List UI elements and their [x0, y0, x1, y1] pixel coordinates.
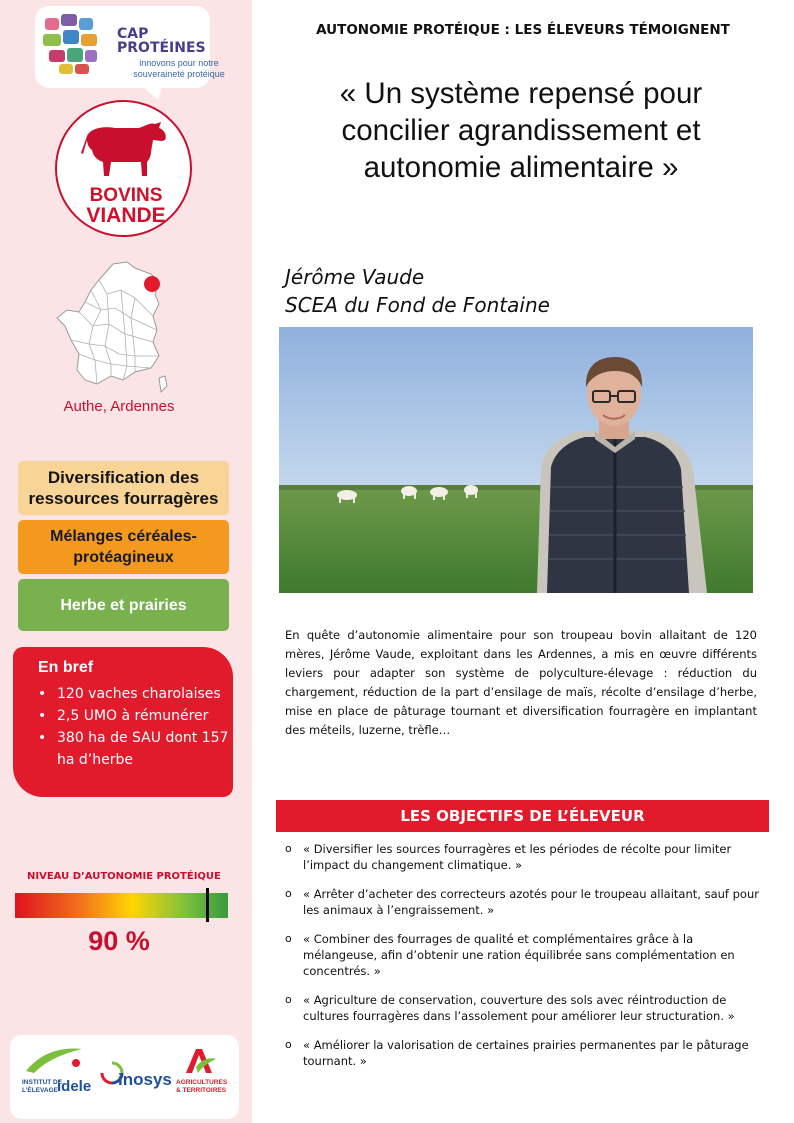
objective-item: o « Arrêter d’acheter des correcteurs azotés pour le troupeau allaitant, sauf pour les animaux à l’engraissement. »: [283, 886, 763, 918]
autonomy-gauge-marker: [206, 888, 209, 922]
objectives-title: LES OBJECTIFS DE L’ÉLEVEUR: [276, 800, 769, 832]
sector-label-line2: VIANDE: [86, 204, 166, 227]
agri-label-line1: AGRICULTURES: [176, 1079, 228, 1086]
objective-item: o « Agriculture de conservation, couverture des sols avec réintroduction de cultures fourragères dans l’assolement pour améliorer leur structuration. »: [283, 992, 763, 1024]
sidebar: [0, 0, 252, 1123]
france-map-icon: [55, 260, 170, 395]
farm-name: SCEA du Fond de Fontaine: [285, 293, 550, 317]
logo-title-line2: PROTÉINES: [117, 40, 206, 56]
lever-cereal-protein-mix: Mélanges céréales-protéagineux: [18, 520, 229, 574]
objective-item: o « Améliorer la valorisation de certaines prairies permanentes par le pâturage tournant. »: [283, 1037, 763, 1069]
autonomy-title: NIVEAU D’AUTONOMIE PROTÉIQUE: [27, 871, 221, 882]
sector-label-line1: BOVINS: [89, 185, 163, 206]
idele-label-line2: L’ÉLEVAGE: [22, 1087, 58, 1094]
page-header: AUTONOMIE PROTÉIQUE : LES ÉLEVEURS TÉMOIGNENT: [316, 22, 730, 38]
logo-tagline-line1: innovons pour notre: [139, 58, 219, 68]
farmer-photo-illustration: [279, 327, 753, 593]
logo-bubble-tail: [142, 86, 162, 100]
farmer-name: Jérôme Vaude: [285, 265, 425, 289]
agri-territoires-icon: [182, 1045, 218, 1075]
summary-list: [38, 683, 233, 771]
animals-map-logo-icon: [41, 12, 111, 78]
partner-logos: [10, 1035, 239, 1119]
summary-item: • 380 ha de SAU dont 157 ha d’herbe: [38, 727, 233, 771]
summary-title: En bref: [38, 659, 94, 676]
summary-box: [13, 647, 233, 797]
objective-item: o « Combiner des fourrages de qualité et complémentaires grâce à la mélangeuse, afin d’obtenir une ration équilibrée sans complémentation en concentrés. »: [283, 931, 763, 979]
lever-diversification: Diversification des ressources fourragères: [18, 461, 229, 515]
objective-item: o « Diversifier les sources fourragères et les périodes de récolte pour limiter l’impact du changement climatique. »: [283, 841, 763, 873]
farmer-photo: [279, 327, 753, 593]
autonomy-value: 90 %: [88, 926, 150, 956]
idele-label-line1: INSTITUT DE: [22, 1079, 63, 1086]
logo-tagline-line2: souveraineté protéique: [133, 69, 225, 79]
idele-swoosh-icon: [24, 1045, 84, 1075]
inosys-logo: inosys: [118, 1070, 172, 1089]
intro-paragraph: En quête d’autonomie alimentaire pour son troupeau bovin allaitant de 120 mères, Jérôme Vaude, exploitant dans les Ardennes, a mis en œuvre différents leviers pour adapter son système de polyculture-élevage : réduction du chargement, réduction de la part d’ensilage de maïs, récolte d’ensilage d’herbe, mise en place de pâturage tournant et diversification fourragère en implantant des méteils, luzerne, trèfle…: [285, 628, 757, 737]
summary-item: • 2,5 UMO à rémunérer: [38, 705, 233, 727]
cap-proteines-logo: [35, 6, 225, 88]
objectives-list: [283, 841, 763, 1082]
autonomy-gauge: [15, 893, 228, 918]
idele-logo: idele: [57, 1078, 92, 1095]
lever-grass-meadows: Herbe et prairies: [18, 579, 229, 631]
agri-label-line2: & TERRITOIRES: [176, 1087, 227, 1094]
farmer-identity: [285, 263, 550, 319]
logo-title-line1: CAP: [117, 26, 149, 42]
page-title-quote: « Un système repensé pour concilier agrandissement et autonomie alimentaire »: [339, 77, 703, 184]
farm-location: Authe, Ardennes: [63, 398, 175, 415]
summary-item: • 120 vaches charolaises: [38, 683, 233, 705]
cow-icon: [81, 118, 169, 180]
